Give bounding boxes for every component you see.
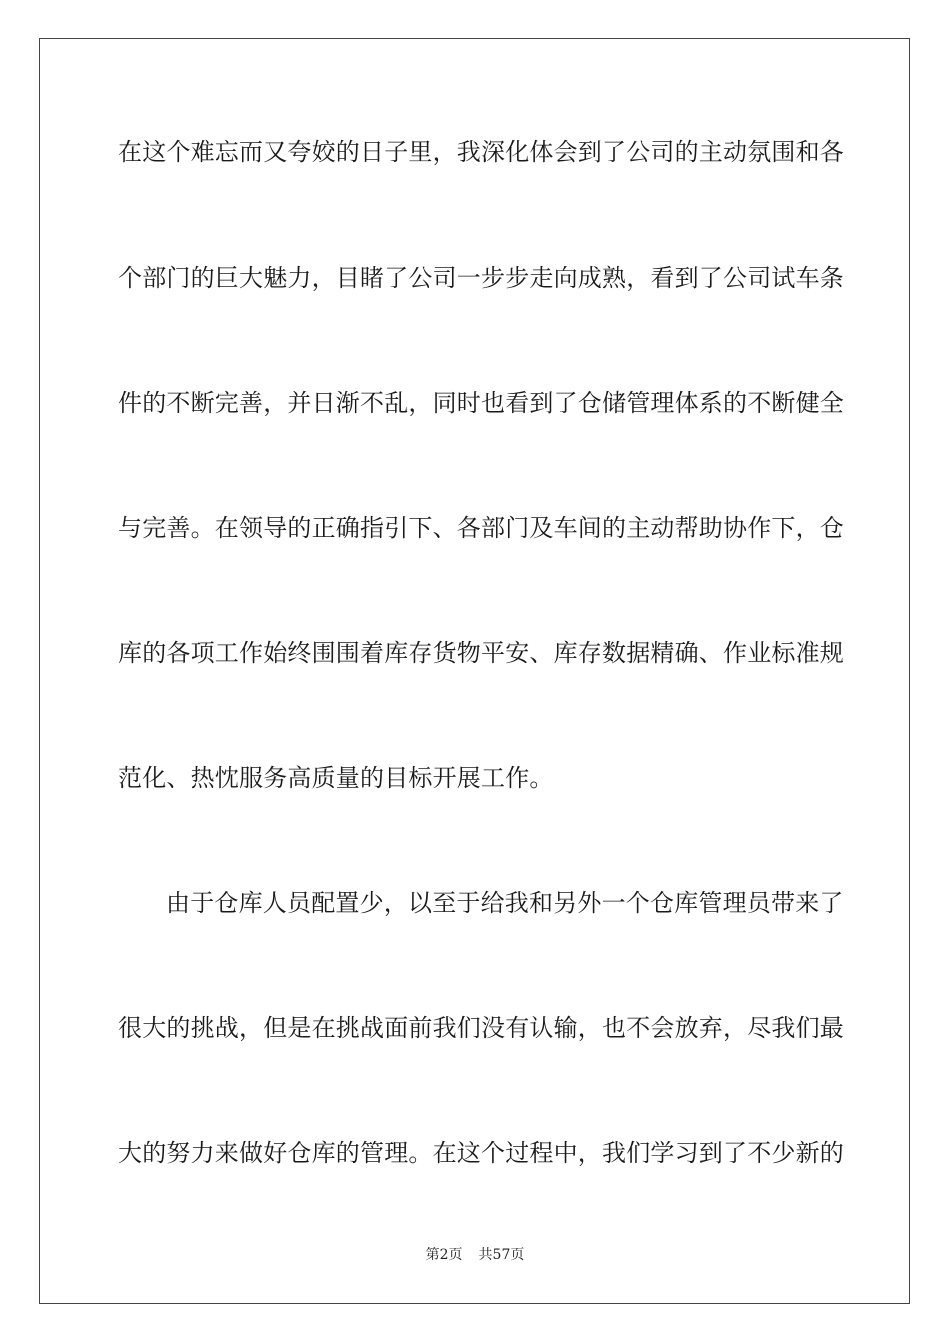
page-border	[39, 38, 910, 1304]
text-line: 很大的挑战，但是在挑战面前我们没有认输，也不会放弃，尽我们最	[118, 1014, 844, 1042]
page-footer	[0, 1246, 950, 1264]
paragraph-first-line: 由于仓库人员配置少，以至于给我和另外一个仓库管理员带来了	[166, 889, 844, 917]
text-line: 件的不断完善，并日渐不乱，同时也看到了仓储管理体系的不断健全	[118, 389, 844, 417]
page-number: 第2页	[425, 1247, 463, 1263]
text-line: 与完善。在领导的正确指引下、各部门及车间的主动帮助协作下，仓	[118, 514, 844, 542]
text-line: 大的努力来做好仓库的管理。在这个过程中，我们学习到了不少新的	[118, 1139, 844, 1167]
text-line: 在这个难忘而又夸姣的日子里，我深化体会到了公司的主动氛围和各	[118, 138, 844, 166]
page-total: 共57页	[478, 1247, 525, 1263]
text-line: 范化、热忱服务高质量的目标开展工作。	[118, 764, 554, 792]
text-line: 个部门的巨大魅力，目睹了公司一步步走向成熟，看到了公司试车条	[118, 264, 844, 292]
text-line: 库的各项工作始终围围着库存货物平安、库存数据精确、作业标准规	[118, 639, 844, 667]
